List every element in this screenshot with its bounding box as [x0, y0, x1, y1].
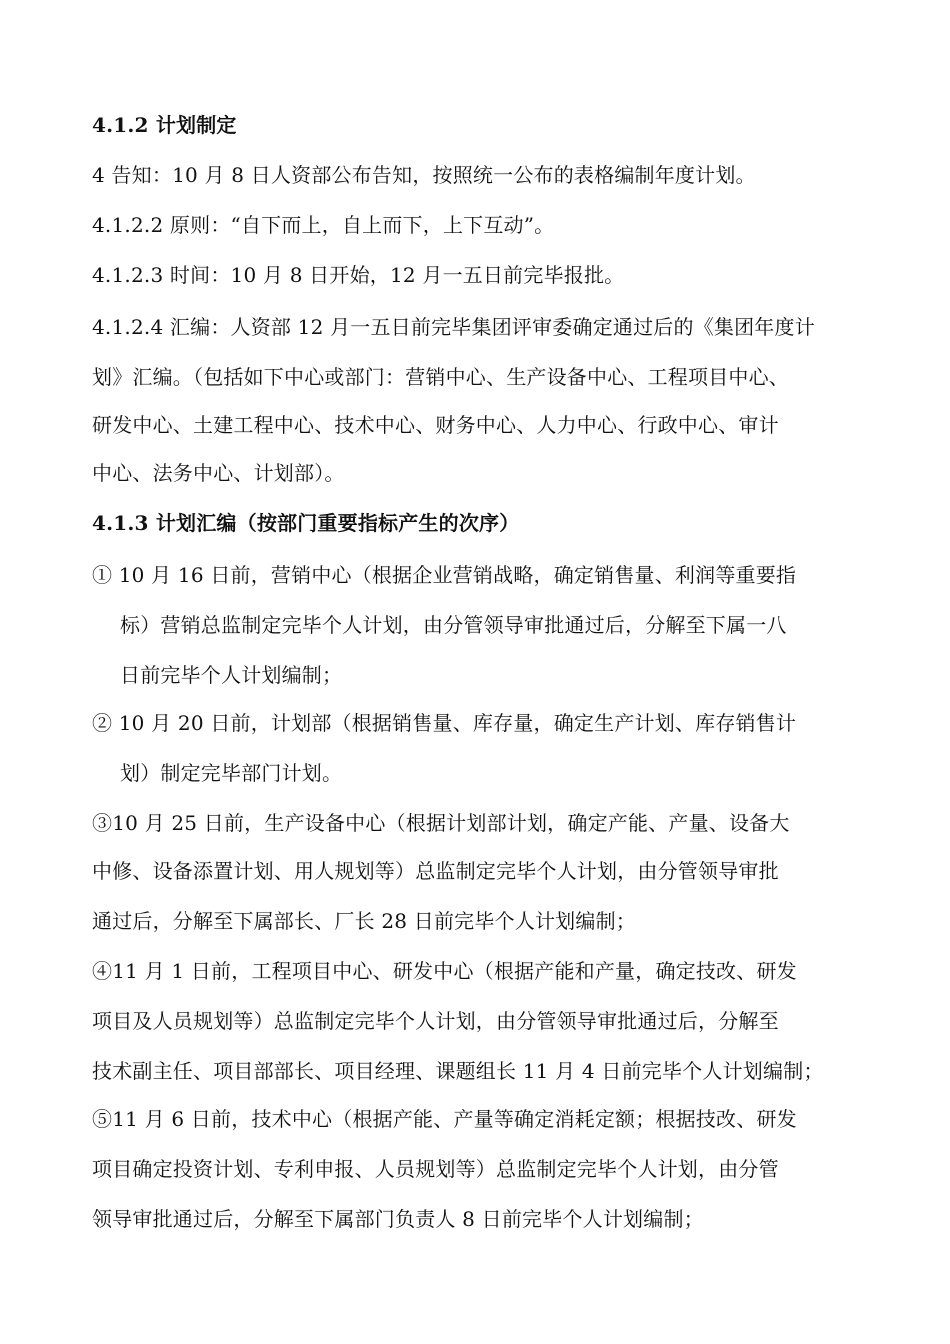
- list-item-line: ③10 月 25 日前，生产设备中心（根据计划部计划，确定产能、产量、设备大: [92, 811, 790, 835]
- list-item-line: 通过后，分解至下属部长、厂长 28 日前完毕个人计划编制；: [92, 909, 636, 933]
- list-item-line: 标）营销总监制定完毕个人计划，由分管领导审批通过后，分解至下属一八: [120, 613, 787, 637]
- list-item-line: ④11 月 1 日前，工程项目中心、研发中心（根据产能和产量，确定技改、研发: [92, 959, 797, 983]
- list-item-line: 项目及人员规划等）总监制定完毕个人计划，由分管领导审批通过后，分解至: [92, 1009, 779, 1033]
- list-item-line: 日前完毕个人计划编制；: [120, 663, 343, 687]
- list-item-line: 项目确定投资计划、专利申报、人员规划等）总监制定完毕个人计划，由分管: [92, 1157, 779, 1181]
- list-item-line: ② 10 月 20 日前，计划部（根据销售量、库存量，确定生产计划、库存销售计: [92, 711, 797, 735]
- list-item-line: ① 10 月 16 日前，营销中心（根据企业营销战略，确定销售量、利润等重要指: [92, 563, 797, 587]
- paragraph-line: 4.1.2.4 汇编：人资部 12 月一五日前完毕集团评审委确定通过后的《集团年度计: [92, 315, 815, 339]
- list-item-line: 技术副主任、项目部部长、项目经理、课题组长 11 月 4 日前完毕个人计划编制；: [92, 1059, 824, 1083]
- section-heading-4-1-2: 4.1.2 计划制定: [92, 113, 237, 137]
- paragraph-line: 研发中心、土建工程中心、技术中心、财务中心、人力中心、行政中心、审计: [92, 413, 779, 437]
- list-item-line: 领导审批通过后，分解至下属部门负责人 8 日前完毕个人计划编制；: [92, 1207, 704, 1231]
- section-heading-4-1-3: 4.1.3 计划汇编（按部门重要指标产生的次序）: [92, 511, 520, 535]
- paragraph-line: 4.1.2.2 原则：“自下而上，自上而下，上下互动”。: [92, 213, 555, 237]
- paragraph-line: 中心、法务中心、计划部）。: [92, 461, 345, 485]
- list-item-line: ⑤11 月 6 日前，技术中心（根据产能、产量等确定消耗定额；根据技改、研发: [92, 1107, 797, 1131]
- list-item-line: 划）制定完毕部门计划。: [120, 761, 343, 785]
- list-item-line: 中修、设备添置计划、用人规划等）总监制定完毕个人计划，由分管领导审批: [92, 859, 779, 883]
- paragraph-line: 4 告知：10 月 8 日人资部公布告知，按照统一公布的表格编制年度计划。: [92, 163, 756, 187]
- paragraph-line: 划》汇编。（包括如下中心或部门：营销中心、生产设备中心、工程项目中心、: [92, 365, 789, 389]
- paragraph-line: 4.1.2.3 时间：10 月 8 日开始，12 月一五日前完毕报批。: [92, 263, 625, 287]
